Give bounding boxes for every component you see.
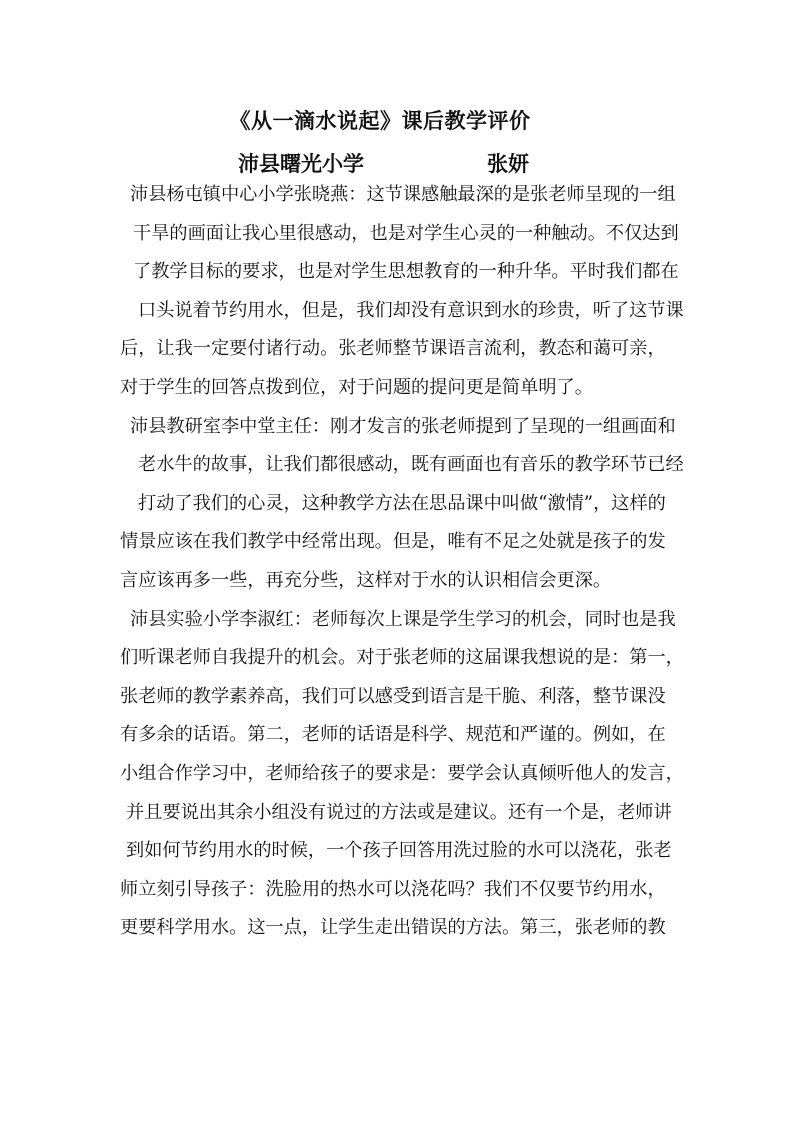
paragraph-line: 老水牛的故事，让我们都很感动，既有画面也有音乐的教学环节已经	[138, 454, 684, 475]
paragraph-line: 了教学目标的要求，也是对学生思想教育的一种升华。平时我们都在	[133, 261, 679, 282]
paragraph-line: 打动了我们的心灵，这种教学方法在思品课中叫做“激情”，这样的	[138, 493, 666, 514]
paragraph-line: 口头说着节约用水，但是，我们却没有意识到水的珍贵，听了这节课	[138, 300, 684, 321]
paragraph-line: 师立刻引导孩子：洗脸用的热水可以浇花吗？我们不仅要节约用水，	[120, 879, 666, 900]
document-title: 《从一滴水说起》课后教学评价	[229, 108, 531, 133]
paragraph-line: 们听课老师自我提升的机会。对于张老师的这届课我想说的是：第一，	[120, 647, 684, 668]
paragraph-line: 对于学生的回答点拨到位，对于问题的提问更是简单明了。	[120, 377, 593, 398]
paragraph-line: 小组合作学习中，老师给孩子的要求是：要学会认真倾听他人的发言，	[120, 763, 684, 784]
paragraph-line: 沛县实验小学李淑红：老师每次上课是学生学习的机会，同时也是我	[130, 609, 676, 630]
paragraph-line: 更要科学用水。这一点，让学生走出错误的方法。第三，张老师的教	[120, 917, 666, 938]
school-name: 沛县曙光小学	[238, 151, 364, 176]
paragraph-line: 情景应该在我们教学中经常出现。但是，唯有不足之处就是孩子的发	[120, 531, 666, 552]
paragraph-line: 到如何节约用水的时候，一个孩子回答用洗过脸的水可以浇花，张老	[126, 840, 672, 861]
paragraph-line: 沛县杨屯镇中心小学张晓燕：这节课感触最深的是张老师呈现的一组	[130, 184, 676, 205]
author-name: 张妍	[487, 151, 529, 176]
paragraph-line: 有多余的话语。第二，老师的话语是科学、规范和严谨的。例如，在	[120, 724, 666, 745]
paragraph-line: 后，让我一定要付诸行动。张老师整节课语言流利，教态和蔼可亲，	[120, 338, 666, 359]
paragraph-line: 干旱的画面让我心里很感动，也是对学生心灵的一种触动。不仅达到	[133, 223, 679, 244]
paragraph-line: 张老师的教学素养高，我们可以感受到语言是干脆、利落，整节课没	[120, 686, 666, 707]
paragraph-line: 并且要说出其余小组没有说过的方法或是建议。还有一个是，老师讲	[126, 802, 672, 823]
paragraph-line: 沛县教研室李中堂主任：刚才发言的张老师提到了呈现的一组画面和	[130, 416, 676, 437]
paragraph-line: 言应该再多一些，再充分些，这样对于水的认识相信会更深。	[120, 570, 612, 591]
